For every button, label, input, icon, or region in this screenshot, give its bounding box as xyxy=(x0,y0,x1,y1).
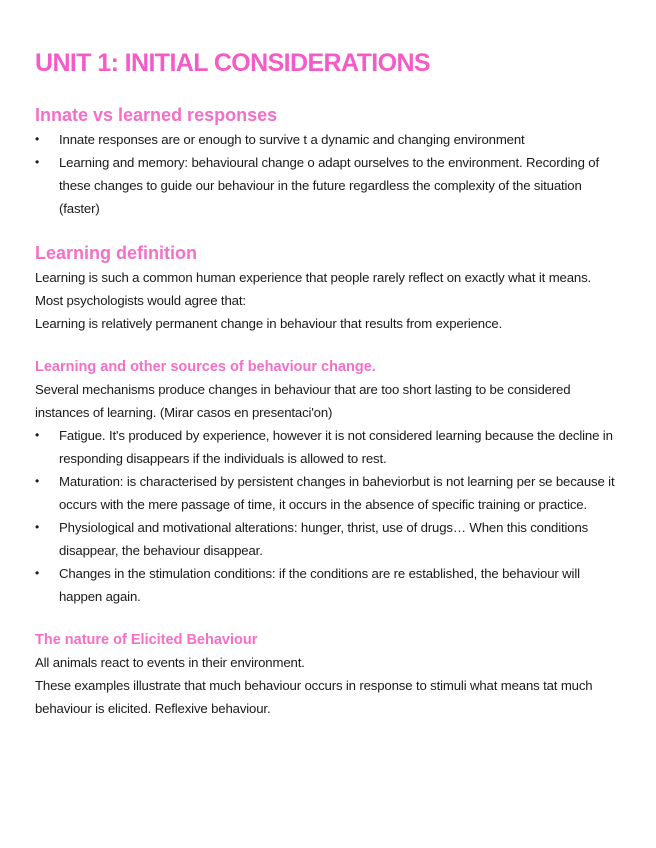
section-heading: Learning definition xyxy=(35,243,197,263)
list-item-text: Innate responses are or enough to survive t a dynamic and changing environment xyxy=(59,132,525,147)
list-item-text: Learning and memory: behavioural change o adapt ourselves to the environment. Recording of these changes to guide our behaviour in the future regardless the complexity of the situation (faster) xyxy=(59,155,599,216)
list-item xyxy=(35,151,625,220)
bullet-list xyxy=(35,424,625,608)
bullet-icon: • xyxy=(35,566,40,580)
paragraph: Several mechanisms produce changes in behaviour that are too short lasting to be considered instances of learning. (Mirar casos en presentaci'on) xyxy=(35,382,571,420)
list-item-text: Physiological and motivational alterations: hunger, thrist, use of drugs… When this conditions disappear, the behaviour disappear. xyxy=(59,520,589,558)
bullet-icon: • xyxy=(35,474,40,488)
list-item xyxy=(35,516,625,562)
list-item-text: Fatigue. It's produced by experience, however it is not considered learning because the decline in responding disappears if the individuals is allowed to rest. xyxy=(59,428,613,466)
list-item-text: Changes in the stimulation conditions: if the conditions are re established, the behaviour will happen again. xyxy=(59,566,580,604)
bullet-icon: • xyxy=(35,428,40,442)
bullet-icon: • xyxy=(35,132,40,146)
paragraph: These examples illustrate that much behaviour occurs in response to stimuli what means tat much behaviour is elicited. Reflexive behaviour. xyxy=(35,678,593,716)
bullet-icon: • xyxy=(35,155,40,169)
list-item xyxy=(35,128,625,151)
document-page xyxy=(35,44,625,720)
section-heading: The nature of Elicited Behaviour xyxy=(35,632,258,648)
list-item xyxy=(35,562,625,608)
section-elicited-behaviour xyxy=(35,629,625,720)
section-heading: Innate vs learned responses xyxy=(35,105,278,125)
list-item xyxy=(35,470,625,516)
paragraph: Learning is such a common human experience that people rarely reflect on exactly what it means. xyxy=(35,270,592,285)
section-other-sources xyxy=(35,356,625,608)
bullet-list xyxy=(35,128,625,220)
paragraph: Learning is relatively permanent change in behaviour that results from experience. xyxy=(35,316,503,331)
bullet-icon: • xyxy=(35,520,40,534)
paragraph: Most psychologists would agree that: xyxy=(35,293,246,308)
section-learning-definition xyxy=(35,240,625,335)
list-item xyxy=(35,424,625,470)
page-title: UNIT 1: INITIAL CONSIDERATIONS xyxy=(35,49,430,77)
section-heading: Learning and other sources of behaviour change. xyxy=(35,359,376,375)
section-innate-vs-learned xyxy=(35,102,625,220)
paragraph: All animals react to events in their environment. xyxy=(35,655,305,670)
list-item-text: Maturation: is characterised by persistent changes in baheviorbut is not learning per se because it occurs with the mere passage of time, it occurs in the absence of specific training or practice. xyxy=(59,474,615,512)
